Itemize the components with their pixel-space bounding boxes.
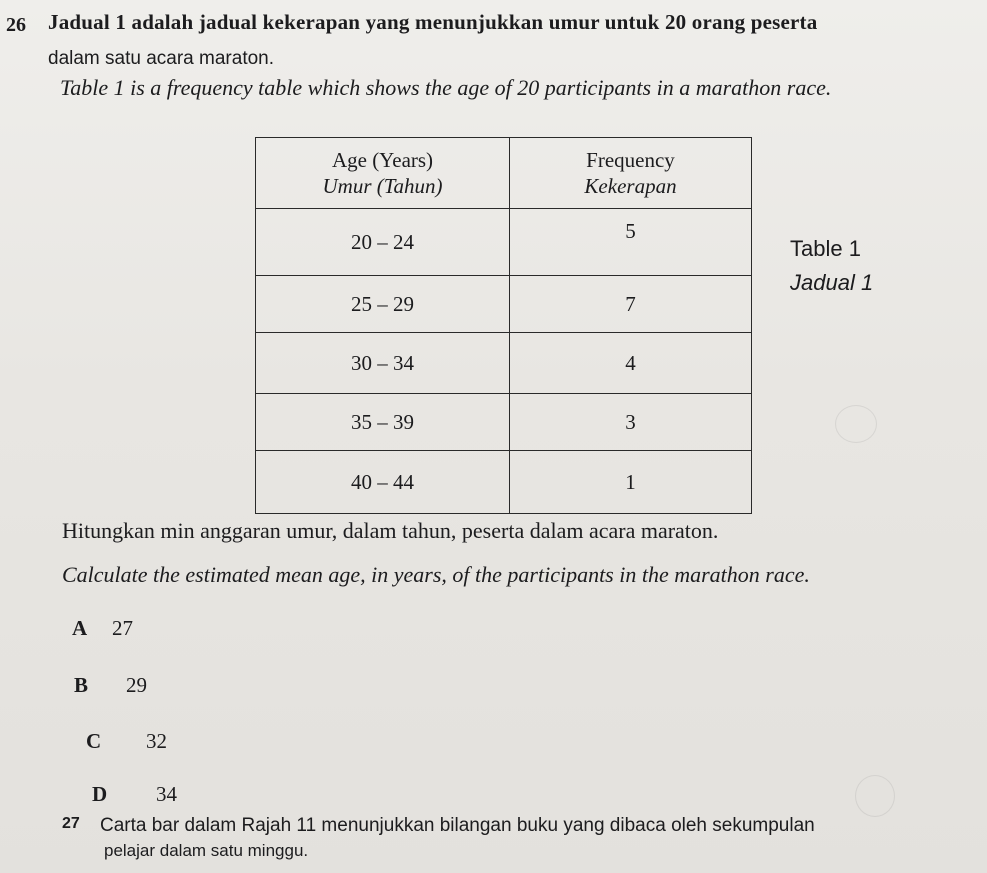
- table-row: [256, 276, 752, 333]
- next-question-line2: pelajar dalam satu minggu.: [104, 841, 309, 860]
- option-letter: A: [72, 616, 88, 640]
- header-age: [256, 138, 510, 209]
- frequency-cell: 7: [510, 276, 752, 333]
- header-frequency: [510, 138, 752, 209]
- header-freq-ms: Kekerapan: [584, 174, 677, 198]
- frequency-value: 5: [625, 219, 636, 243]
- next-question-number: 27: [62, 815, 80, 832]
- answer-option-b[interactable]: [74, 673, 147, 698]
- faint-circle-mark: [855, 775, 895, 817]
- answer-option-d[interactable]: [92, 782, 177, 807]
- age-cell: 20 – 24: [256, 209, 510, 276]
- option-value: 29: [126, 673, 147, 697]
- next-question-line1: Carta bar dalam Rajah 11 menunjukkan bilangan buku yang dibaca oleh sekumpulan: [100, 815, 815, 836]
- table-row: [256, 333, 752, 394]
- frequency-cell: 1: [510, 451, 752, 514]
- table-row: [256, 394, 752, 451]
- option-value: 27: [112, 616, 133, 640]
- table-label-english: Table 1: [790, 236, 861, 261]
- faint-circle-mark: [835, 405, 877, 443]
- option-letter: D: [92, 782, 108, 806]
- frequency-cell: 4: [510, 333, 752, 394]
- question-stem-english: Table 1 is a frequency table which shows the age of 20 participants in a marathon race.: [60, 75, 832, 100]
- table-header-row: [256, 138, 752, 209]
- question-prompt-english: Calculate the estimated mean age, in years, of the participants in the marathon race.: [62, 562, 810, 587]
- table-row: [256, 209, 752, 276]
- frequency-cell: [510, 209, 752, 276]
- age-cell: 30 – 34: [256, 333, 510, 394]
- table-label-malay: Jadual 1: [790, 270, 874, 295]
- question-stem-malay-cont: dalam satu acara maraton.: [48, 48, 275, 69]
- question-stem-malay: Jadual 1 adalah jadual kekerapan yang menunjukkan umur untuk 20 orang peserta: [48, 10, 818, 34]
- frequency-cell: 3: [510, 394, 752, 451]
- answer-option-c[interactable]: [86, 729, 167, 754]
- age-cell: 35 – 39: [256, 394, 510, 451]
- option-letter: C: [86, 729, 102, 753]
- answer-option-a[interactable]: [72, 616, 133, 641]
- header-age-ms: Umur (Tahun): [322, 174, 443, 198]
- option-value: 32: [146, 729, 167, 753]
- option-letter: B: [74, 673, 89, 697]
- header-freq-en: Frequency: [586, 148, 675, 172]
- question-prompt-malay: Hitungkan min anggaran umur, dalam tahun, peserta dalam acara maraton.: [62, 518, 719, 543]
- question-number: 26: [6, 14, 26, 36]
- age-cell: 25 – 29: [256, 276, 510, 333]
- option-value: 34: [156, 782, 177, 806]
- frequency-table: [255, 137, 752, 514]
- header-age-en: Age (Years): [331, 148, 434, 172]
- age-cell: 40 – 44: [256, 451, 510, 514]
- table-row: [256, 451, 752, 514]
